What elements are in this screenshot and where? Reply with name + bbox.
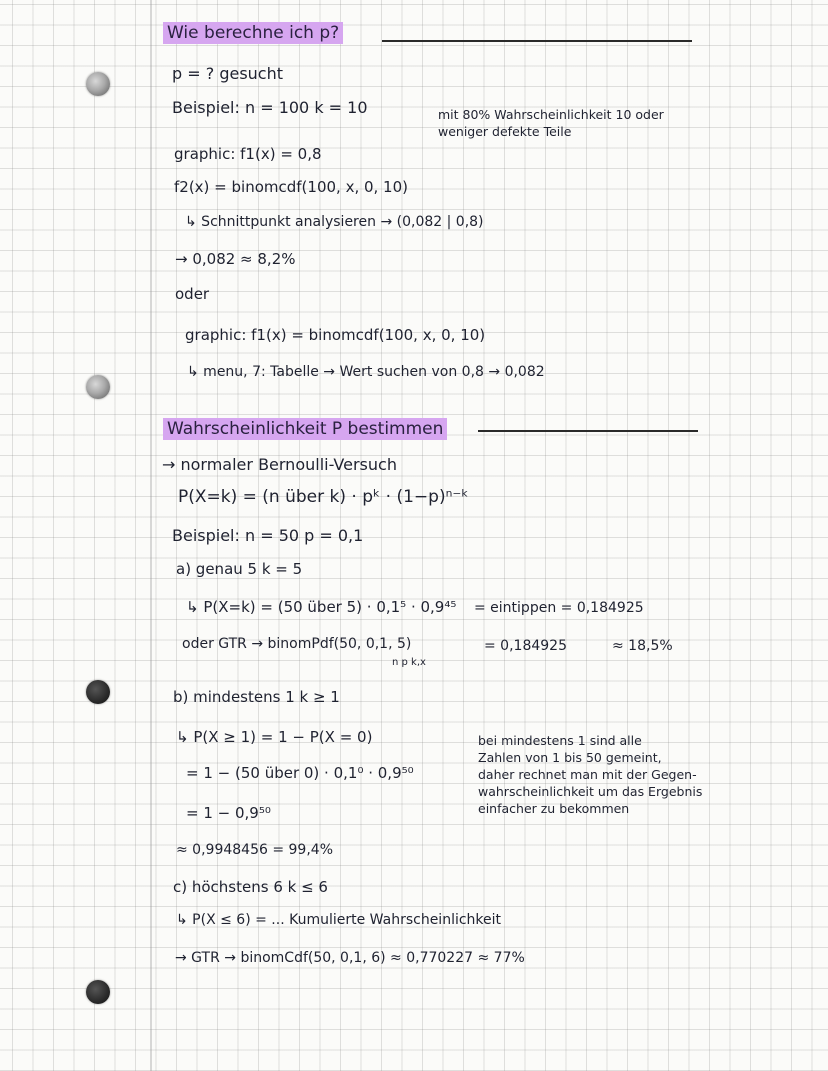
s2-part-c-gtr: → GTR → binomCdf(50, 0,1, 6) ≈ 0,770227 ≈ 77% xyxy=(175,950,525,966)
s2-part-b-step3: = 1 − 0,9⁵⁰ xyxy=(186,804,271,822)
binder-hole xyxy=(86,980,110,1004)
s1-line-or: oder xyxy=(175,285,210,303)
s2-part-a-calc-result: = eintippen = 0,184925 xyxy=(474,600,644,616)
heading-rule xyxy=(382,40,692,42)
s2-part-b-result: ≈ 0,9948456 = 99,4% xyxy=(176,842,333,858)
section1-heading: Wie berechne ich p? xyxy=(163,22,343,44)
s1-line-menu-table: ↳ menu, 7: Tabelle → Wert suchen von 0,8 → 0,082 xyxy=(187,364,545,380)
s1-line-graphic-alt: graphic: f1(x) = binomcdf(100, x, 0, 10) xyxy=(185,326,486,344)
s2-part-c-label: c) höchstens 6 k ≤ 6 xyxy=(173,878,328,896)
s2-part-a-percent: ≈ 18,5% xyxy=(612,638,673,654)
binder-hole xyxy=(86,375,110,399)
s1-line-intersection: ↳ Schnittpunkt analysieren → (0,082 | 0,8) xyxy=(185,214,484,230)
s1-line-example: Beispiel: n = 100 k = 10 xyxy=(172,98,368,117)
s1-side-note xyxy=(438,106,664,140)
s1-side-note-line: weniger defekte Teile xyxy=(438,124,572,139)
section2-heading: Wahrscheinlichkeit P bestimmen xyxy=(163,418,447,440)
s2-line-example: Beispiel: n = 50 p = 0,1 xyxy=(172,526,364,545)
s2-bernoulli-formula: P(X=k) = (n über k) · pᵏ · (1−p)ⁿ⁻ᵏ xyxy=(178,487,469,507)
s2-part-b-step2: = 1 − (50 über 0) · 0,1⁰ · 0,9⁵⁰ xyxy=(186,764,414,782)
page-margin-line xyxy=(150,0,152,1071)
heading-rule xyxy=(478,430,698,432)
s2-part-b-note-line: bei mindestens 1 sind alle xyxy=(478,733,642,748)
binder-hole xyxy=(86,680,110,704)
s2-part-c-step1: ↳ P(X ≤ 6) = ... Kumulierte Wahrscheinlichkeit xyxy=(176,912,502,928)
s2-part-a-gtr: oder GTR → binomPdf(50, 0,1, 5) xyxy=(182,636,412,652)
s2-part-a-gtr-result: = 0,184925 xyxy=(484,638,567,654)
s2-part-a-arg-labels: n p k,x xyxy=(392,657,426,668)
s2-part-b-step1: ↳ P(X ≥ 1) = 1 − P(X = 0) xyxy=(176,728,373,746)
s2-line-bernoulli: → normaler Bernoulli-Versuch xyxy=(162,455,397,474)
s1-line-result: → 0,082 ≈ 8,2% xyxy=(175,250,296,268)
s2-part-b-note-line: einfacher zu bekommen xyxy=(478,801,630,816)
s1-line-graphic-f1: graphic: f1(x) = 0,8 xyxy=(174,145,322,163)
s2-part-a-calc: ↳ P(X=k) = (50 über 5) · 0,1⁵ · 0,9⁴⁵ xyxy=(186,598,457,616)
s2-part-b-note-line: wahrscheinlichkeit um das Ergebnis xyxy=(478,784,703,799)
s1-side-note-line: mit 80% Wahrscheinlichkeit 10 oder xyxy=(438,107,664,122)
s2-part-b-note-line: daher rechnet man mit der Gegen- xyxy=(478,767,697,782)
s1-line-f2: f2(x) = binomcdf(100, x, 0, 10) xyxy=(174,178,408,196)
s2-part-b-side-note xyxy=(478,732,702,817)
s1-line-unknown: p = ? gesucht xyxy=(172,64,283,83)
s2-part-b-note-line: Zahlen von 1 bis 50 gemeint, xyxy=(478,750,662,765)
s2-part-a-label: a) genau 5 k = 5 xyxy=(176,560,303,578)
binder-hole xyxy=(86,72,110,96)
s2-part-b-label: b) mindestens 1 k ≥ 1 xyxy=(173,688,340,706)
